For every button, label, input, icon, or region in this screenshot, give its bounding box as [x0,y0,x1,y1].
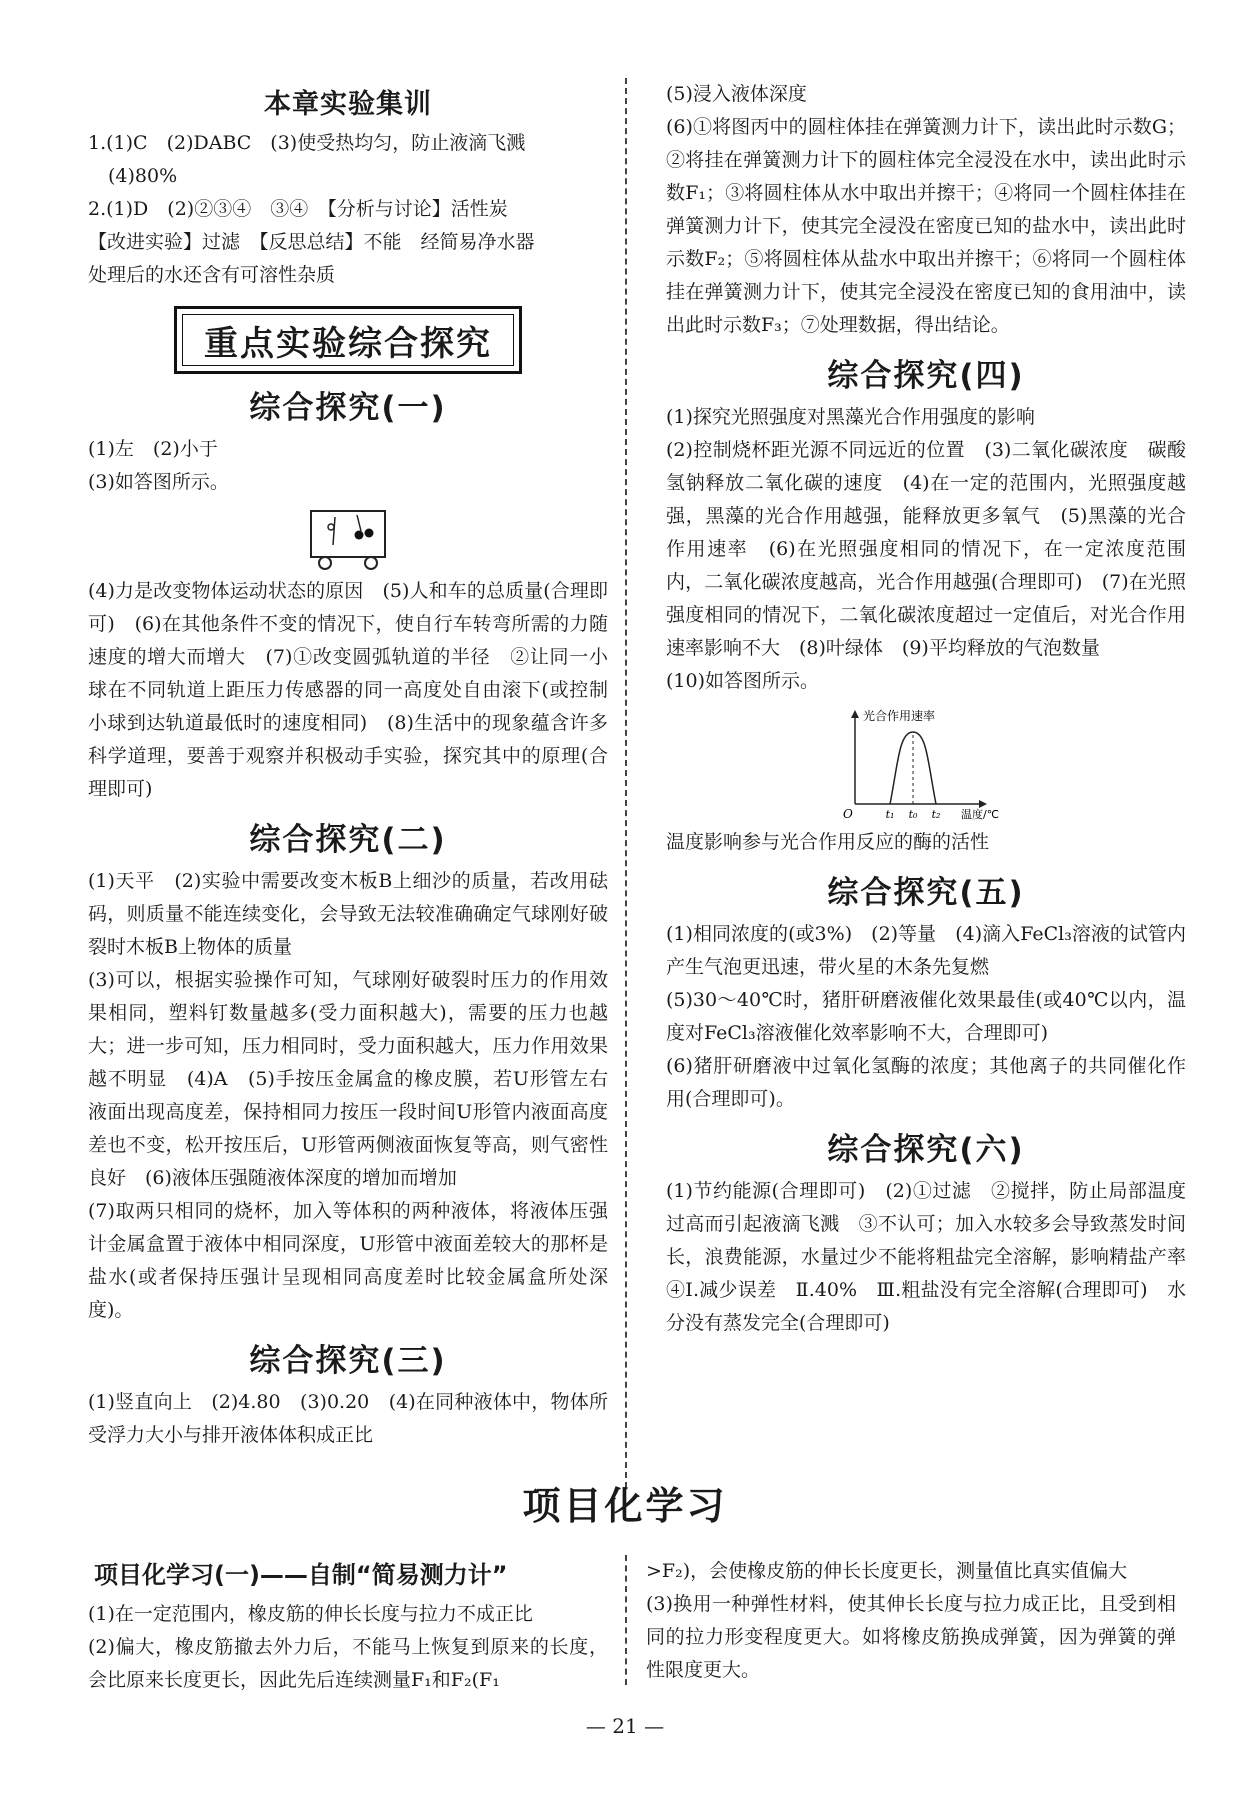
s3-cont-line: (5)浸入液体深度 [666,83,807,105]
project-line: (2)偏大，橡皮筋撤去外力后，不能马上恢复到原来的长度，会比原来长度更长，因此先后连续测量F₁和F₂(F₁ [88,1636,608,1691]
s1-title: 综合探究(一) [249,390,447,426]
x-tick-label: t₁ [885,808,895,821]
chapter-line: 处理后的水还含有可溶性杂质 [88,264,336,286]
x-tick-label: t₂ [931,808,941,821]
s4-line: 温度影响参与光合作用反应的酶的活性 [666,831,990,853]
s3-title: 综合探究(三) [249,1343,447,1379]
s1-line: (1)左 (2)小于 [88,438,218,460]
left-column [88,78,608,1452]
s1-line: (3)如答图所示。 [88,471,229,493]
project-right-column [646,1555,1176,1687]
s6-line: (1)节约能源(合理即可) (2)①过滤 ②搅拌，防止局部温度过高而引起液滴飞溅 ③不认可；加入水较多会导致蒸发时间长，浪费能源，水量过少不能将粗盐完全溶解，影响精盐产率 ④Ⅰ.减少误差 Ⅱ.40% Ⅲ.粗盐没有完全溶解(合理即可) 水分没有蒸发完全(合理即可) [666,1180,1206,1334]
column-divider [625,78,627,1488]
chapter-line: 【改进实验】过滤 【反思总结】不能 经简易净水器 [88,231,535,253]
project-line: (3)换用一种弹性材料，使其伸长长度与拉力成正比，且受到相同的拉力形变程度更大。如将橡皮筋换成弹簧，因为弹簧的弹性限度更大。 [646,1593,1176,1681]
project-sub-title: 项目化学习(一)——自制“简易测力计” [94,1561,508,1589]
s5-line: (6)猪肝研磨液中过氧化氢酶的浓度；其他离子的共同催化作用(合理即可)。 [666,1055,1186,1110]
s2-line: (1)天平 (2)实验中需要改变木板B上细沙的质量，若改用砝码，则质量不能连续变化，会导致无法较准确确定气球刚好破裂时木板B上物体的质量 [88,870,608,958]
x-axis-label: 温度/℃ [961,808,1000,821]
origin-label: O [843,807,853,821]
chapter-line: 2.(1)D (2)②③④ ③④ 【分析与讨论】活性炭 [88,198,508,220]
project-line: >F₂)，会使橡皮筋的伸长长度更长，测量值比真实值偏大 [646,1560,1128,1582]
s2-line: (7)取两只相同的烧杯，加入等体积的两种液体，将液体压强计金属盒置于液体中相同深度，U形管中液面差较大的那杯是盐水(或者保持压强计呈现相同高度差时比较金属盒所处深度)。 [88,1200,608,1321]
s4-line: (1)探究光照强度对黑藻光合作用强度的影响 [666,406,1035,428]
right-column [666,78,1206,1340]
s5-line: (1)相同浓度的(或3%) (2)等量 (4)滴入FeCl₃溶液的试管内产生气泡更迅速，带火星的木条先复燃 [666,923,1186,978]
chapter-title: 本章实验集训 [264,89,432,120]
project-title: 项目化学习 [522,1484,728,1528]
s4-line: (2)控制烧杯距光源不同远近的位置 (3)二氧化碳浓度 碳酸氢钠释放二氧化碳的速度 (4)在一定的范围内，光照强度越强，黑藻的光合作用越强，能释放更多氧气 (5)黑藻的光合作用速率 (6)在光照强度相同的情况下，在一定浓度范围内，二氧化碳浓度越高，光合作用越强(合理即可) (7)在光照强度相同的情况下，二氧化碳浓度超过一定值后，对光合作用速率影响不大 (8)叶绿体 (9)平均释放的气泡数量 [666,439,1186,659]
x-axis-arrow [979,800,987,808]
s1-line: (4)力是改变物体运动状态的原因 (5)人和车的总质量(合理即可) (6)在其他条件不变的情况下，使自行车转弯所需的力随速度的增大而增大 (7)①改变圆弧轨道的半径 ②让同一小球在不同轨道上距压力传感器的同一高度处自由滚下(或控制小球到达轨道最低时的速度相同) (8)生活中的现象蕴含许多科学道理，要善于观察并积极动手实验，探究其中的原理(合理即可) [88,580,608,800]
y-axis-arrow [851,710,859,718]
rate-chart [841,704,1011,824]
s3-line: (1)竖直向上 (2)4.80 (3)0.20 (4)在同种液体中，物体所受浮力大小与排开液体体积成正比 [88,1391,608,1446]
s4-line: (10)如答图所示。 [666,670,820,692]
s6-title: 综合探究(六) [827,1132,1025,1168]
x-tick-label: t₀ [908,808,918,821]
chapter-line: (4)80% [108,165,178,187]
y-axis-label: 光合作用速率 [863,709,936,723]
project-left-column [88,1555,608,1697]
s4-title: 综合探究(四) [827,358,1025,394]
s5-line: (5)30～40℃时，猪肝研磨液催化效果最佳(或40℃以内，温度对FeCl₃溶液催化效率影响不大，合理即可) [666,989,1186,1044]
section-banner [174,306,522,374]
rate-chart-figure [666,704,1186,824]
s2-line: (3)可以，根据实验操作可知，气球刚好破裂时压力的作用效果相同，塑料钉数量越多(受力面积越大)，需要的压力也越大；进一步可知，压力相同时，受力面积越大，压力作用效果越不明显 (4)A (5)手按压金属盒的橡皮膜，若U形管左右液面出现高度差，保持相同力按压一段时间U形管内液面高度差也不变，松开按压后，U形管两侧液面恢复等高，则气密性良好 (6)液体压强随液体深度的增加而增加 [88,969,608,1189]
page-number: — 21 — [585,1714,665,1738]
cart-figure [88,505,608,573]
banner-text: 重点实验综合探究 [182,314,514,366]
s2-title: 综合探究(二) [249,822,447,858]
project-line: (1)在一定范围内，橡皮筋的伸长长度与拉力不成正比 [88,1603,533,1625]
column-divider-bottom [625,1555,627,1685]
chapter-line: 1.(1)C (2)DABC (3)使受热均匀，防止液滴飞溅 [88,132,526,154]
s5-title: 综合探究(五) [827,875,1025,911]
s3-cont-line: (6)①将图丙中的圆柱体挂在弹簧测力计下，读出此时示数G；②将挂在弹簧测力计下的圆柱体完全浸没在水中，读出此时示数F₁；③将圆柱体从水中取出并擦干；④将同一个圆柱体挂在弹簧测力计下，使其完全浸没在密度已知的盐水中，读出此时示数F₂；⑤将圆柱体从盐水中取出并擦干；⑥将同一个圆柱体挂在弹簧测力计下，使其完全浸没在密度已知的食用油中，读出此时示数F₃；⑦处理数据，得出结论。 [666,116,1186,336]
cart-diagram [305,505,391,573]
